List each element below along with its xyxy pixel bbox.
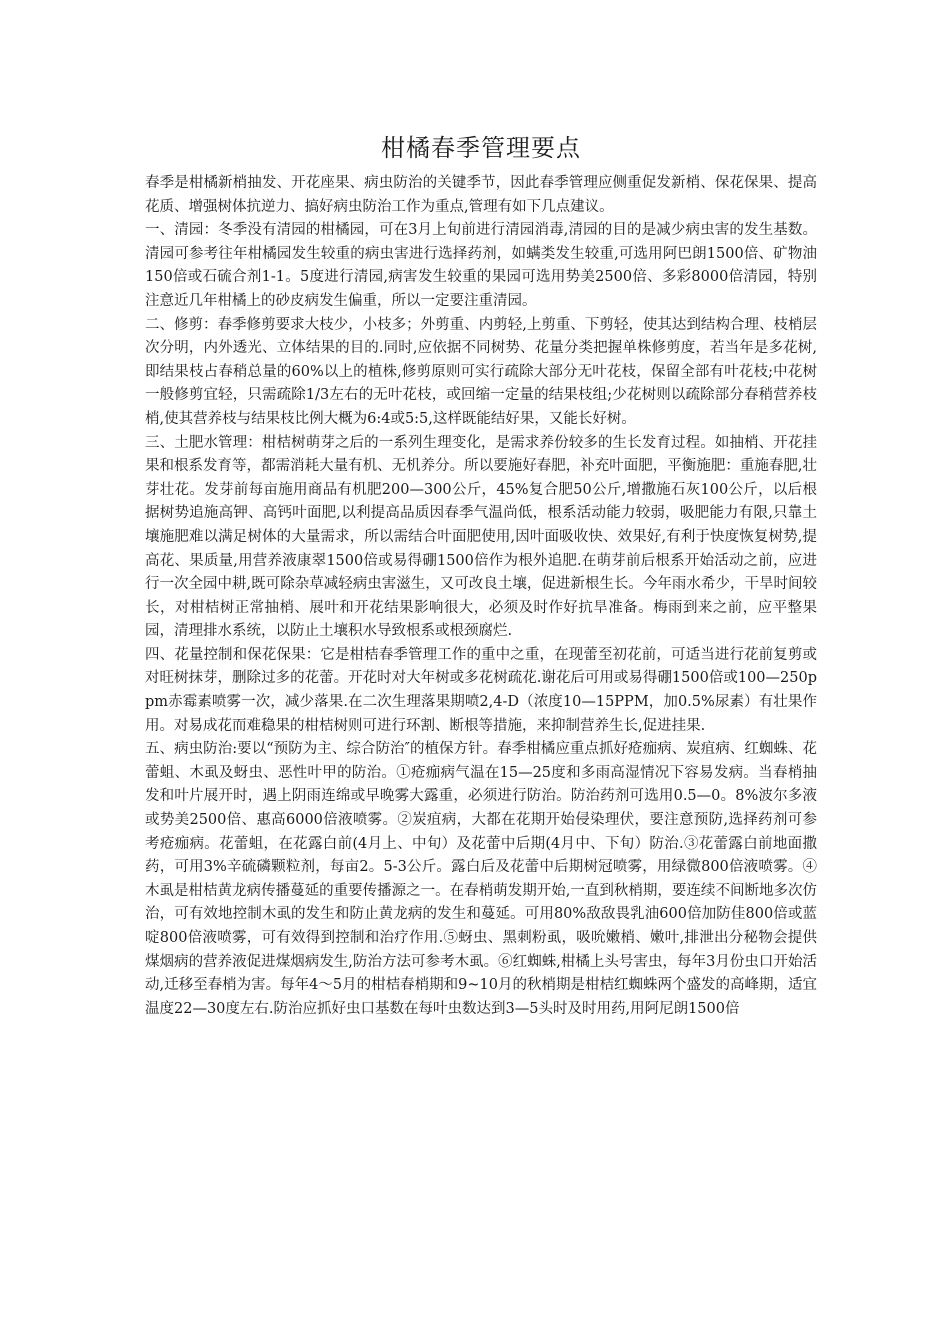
section-soil-fertilizer-water: 三、土肥水管理：柑桔树萌芽之后的一系列生理变化，是需求养份较多的生长发育过程。如抽梢、开花挂果和根系发育等，都需消耗大量有机、无机养分。所以要施好春肥，补充叶面肥，平衡施肥：重施春肥,壮芽壮花。发芽前每亩施用商品有机肥200—300公斤，45%复合肥50公斤,增撒施石灰100公斤，以后根据树势追施高钾、高钙叶面肥,以利提高品质因春季气温尚低，根系活动能力较弱，吸肥能力有限,只靠土壤施肥难以满足树体的大量需求，所以需结合叶面肥使用,因叶面吸收快、效果好,有利于快度恢复树势,提高花、果质量,用营养液康翠1500倍或易得硼1500倍作为根外追肥.在萌芽前后根系开始活动之前，应进行一次全园中耕,既可除杂草减轻病虫害滋生，又可改良土壤，促进新根生长。今年雨水希少，干旱时间较长，对柑桔树正常抽梢、展叶和开花结果影响很大，必须及时作好抗旱准备。梅雨到来之前，应平整果园，清理排水系统，以防止土壤积水导致根系或根颈腐烂.	[145, 434, 817, 640]
section-pest-control: 五、病虫防治:要以“预防为主、综合防治″的植保方针。春季柑橘应重点抓好疮痂病、炭疽病、红蜘蛛、花蕾蛆、木虱及蚜虫、恶性叶甲的防治。①疮痂病气温在15—25度和多雨高湿情况下容易发病。当春梢抽发和叶片展开时，遇上阴雨连绵或早晚雾大露重，必须进行防治。防治药剂可选用0.5—0。8%波尔多液或势美2500倍、惠高6000倍液喷雾。②炭疽病，大都在花期开始侵染理伏，要注意预防,选择药剂可参考疮痂病。花蕾蛆，在花露白前(4月上、中旬）及花蕾中后期(4月中、下旬）防治.③花蕾露白前地面撒药，可用3%辛硫磷颗粒剂，每亩2。5-3公斤。露白后及花蕾中后期树冠喷雾，用绿微800倍液喷雾。④木虱是柑桔黄龙病传播蔓延的重要传播源之一。在春梢萌发期开始,一直到秋梢期，要连续不间断地多次仿治，可有效地控制木虱的发生和防止黄龙病的发生和蔓延。可用80%敌敌畏乳油600倍加防佳800倍或蓝啶800倍液喷雾，可有效得到控制和治疗作用.⑤蚜虫、黑刺粉虱，吸吮嫩梢、嫩叶,排泄出分秘物会提供煤烟病的营养液促进煤烟病发生,防治方法可参考木虱。⑥红蜘蛛,柑橘上头号害虫，每年3月份虫口开始活动,迁移至春梢为害。每年4～5月的柑桔春梢期和9~10月的秋梢期是柑桔红蜘蛛两个盛发的高峰期，适宜温度22—30度左右.防治应抓好虫口基数在每叶虫数达到3—5头时及时用药,用阿尼朗1500倍	[145, 741, 817, 1017]
document-body	[145, 172, 817, 1021]
section-orchard-cleaning: 一、清园：冬季没有清园的柑橘园，可在3月上旬前进行清园消毒,清园的目的是减少病虫害的发生基数。清园可参考往年柑橘园发生较重的病虫害进行选择药剂，如螨类发生较重,可选用阿巴朗1500倍、矿物油150倍或石硫合剂1-1。5度进行清园,病害发生较重的果园可选用势美2500倍、多彩8000倍清园，特别注意近几年柑橘上的砂皮病发生偏重，所以一定要注重清园。	[145, 222, 817, 309]
document-page	[145, 128, 817, 1021]
document-title: 柑橘春季管理要点	[381, 134, 581, 162]
section-pruning: 二、修剪：春季修剪要求大枝少，小枝多；外剪重、内剪轻,上剪重、下剪轻，使其达到结构合理、枝梢层次分明，内外透光、立体结果的目的.同时,应依据不同树势、花量分类把握单株修剪度，若当年是多花树,即结果枝占春稍总量的60%以上的植株,修剪原则可实行疏除大部分无叶花枝，保留全部有叶花枝;中花树一般修剪宜轻，只需疏除1/3左右的无叶花枝，或回缩一定量的结果枝组;少花树则以疏除部分春稍营养枝梢,使其营养枝与结果枝比例大概为6:4或5:5,这样既能结好果，又能长好树。	[145, 316, 817, 427]
intro-paragraph: 春季是柑橘新梢抽发、开花座果、病虫防治的关键季节，因此春季管理应侧重促发新梢、保花保果、提高花质、增强树体抗逆力、搞好病虫防治工作为重点,管理有如下几点建议。	[145, 175, 817, 215]
section-flower-fruit-protection: 四、花量控制和保花保果：它是柑桔春季管理工作的重中之重，在现蕾至初花前，可适当进行花前复剪或对旺树抹芽，删除过多的花蕾。开花时对大年树或多花树疏花.谢花后可用或易得硼1500倍或100—250ppm赤霉素喷雾一次，减少落果.在二次生理落果期喷2,4-D（浓度10—15PPM，加0.5%尿素）有壮果作用。对易成花而难稳果的柑桔树则可进行环割、断根等措施，来抑制营养生长,促进挂果.	[145, 646, 817, 734]
